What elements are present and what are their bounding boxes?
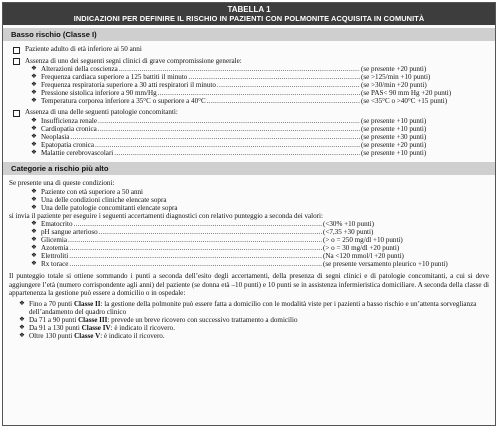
diamond-bullet-icon: ❖ [31,73,37,81]
dot-leader [99,228,322,236]
low-risk-section [3,41,495,157]
diamond-bullet-icon: ❖ [31,195,37,203]
tests-list [9,220,489,269]
class-name: Classe III [78,315,108,324]
diamond-bullet-icon: ❖ [19,324,25,332]
dot-leader [158,89,360,97]
criterion-score: (> o = 30 mg/dl +20 punti) [323,244,400,253]
diamond-bullet-icon: ❖ [31,141,37,149]
criterion-score: (<30% +10 punti) [323,219,374,228]
class-name: Classe IV [81,324,111,333]
tests-intro: si invia il paziente per eseguire i seguenti accertamenti diagnostici con relativo punteggio a seconda dei valori: [9,211,323,220]
table-subtitle: INDICAZIONI PER DEFINIRE IL RISCHIO IN PAZIENTI CON POLMONITE ACQUISITA IN COMUNITÀ [73,14,425,23]
conditions-list [9,188,489,212]
condition-item [31,188,489,196]
criterion-row [31,252,489,260]
criterion-label: Epatopatia cronica [41,141,94,150]
signs-intro: Assenza di uno dei seguenti segni clinici di grave compromissione generale: [13,57,489,66]
diamond-bullet-icon: ❖ [31,116,37,124]
diamond-bullet-icon: ❖ [31,244,37,252]
criterion-row [31,81,489,89]
criterion-label: Temperatura corporea inferiore a 35°C o superiore a 40°C [41,97,206,106]
criterion-label: pH sangue arterioso [41,228,98,236]
class-item [19,324,489,332]
dot-leader [217,81,360,89]
criterion-row [31,73,489,81]
diamond-bullet-icon: ❖ [31,219,37,227]
dot-leader [114,149,360,157]
criterion-label: Frequenza cardiaca superiore a 125 battiti il minuto [41,73,188,82]
criterion-score: (se presente +10 punti) [361,125,427,134]
criterion-label: Elettroliti [41,252,69,261]
dot-leader [207,97,360,105]
dot-leader [188,73,360,81]
criterion-row [31,141,489,149]
diamond-bullet-icon: ❖ [31,125,37,133]
table-header [3,3,495,25]
criterion-row [31,133,489,141]
diamond-bullet-icon: ❖ [31,252,37,260]
criterion-label: Ematocrito [41,219,73,228]
diamond-bullet-icon: ❖ [31,133,37,141]
condition-item [31,204,489,212]
class-prefix: Da 91 a 130 punti [29,324,82,333]
diamond-bullet-icon: ❖ [31,236,37,244]
dot-leader [95,141,360,149]
class-item [19,300,489,316]
dot-leader [68,236,322,244]
diamond-bullet-icon: ❖ [31,89,37,97]
class-description: : la gestione della polmonite può essere fatta a domicilio con le modalità viste per i pazienti a basso rischio e un’attenta sorveglianza dell’andamento del quadro clinico [29,299,477,316]
criterion-row [31,149,489,157]
diamond-bullet-icon: ❖ [31,203,37,211]
criterion-score: (se presente +10 punti) [361,116,427,125]
diamond-bullet-icon: ❖ [31,81,37,89]
diamond-bullet-icon: ❖ [31,149,37,157]
criterion-score: (se presente versamento pleurico +10 punti) [323,260,448,269]
dot-leader [70,133,360,141]
condition-label: Paziente con età superiore a 50 anni [41,187,144,196]
signs-list [9,65,489,105]
square-bullet-icon [13,58,20,65]
criterion-row [31,236,489,244]
condition-label: Una delle patologie concomitanti elencate sopra [41,203,178,212]
diamond-bullet-icon: ❖ [19,299,25,307]
class-name: Classe II [73,299,101,308]
diamond-bullet-icon: ❖ [31,187,37,195]
dot-leader [98,117,360,125]
criterion-label: Insufficienza renale [41,116,97,125]
criterion-row [31,117,489,125]
dot-leader [70,244,322,252]
criterion-row [31,220,489,228]
criterion-score: (se presente +20 punti) [361,141,427,150]
criterion-row [31,260,489,268]
class-text [29,316,298,324]
dot-leader [69,252,322,260]
square-bullet-icon [13,47,20,54]
diamond-bullet-icon: ❖ [31,228,37,235]
class-prefix: Oltre 130 punti [29,332,75,341]
diamond-bullet-icon: ❖ [19,315,25,323]
criterion-row [31,125,489,133]
criterion-score: (> o = 250 mg/dl +10 punti) [323,236,403,245]
high-risk-heading: Categorie a rischio più alto [3,162,495,175]
dot-leader [74,220,322,228]
criterion-score: (se PAS< 90 mm Hg +20 punti) [361,89,452,98]
dot-leader [69,260,322,268]
criterion-score: (Na <120 mmol/l +20 punti) [323,252,404,261]
criterion-label: Rx torace [41,260,69,269]
criterion-label: Glicemia [41,236,67,245]
summary-paragraph: Il punteggio totale si ottiene sommando i punti a seconda dell’esito degli accertamenti, della presenza di segni clinici e di patologie concomitanti, a cui si deve aggiungere l’età (numero corrispondente agli anni) del paziente (se donna età –10 punti) e 10 punti se in assistenza infermieristica domiciliare. A seconda della classe di appartenenza la gestione può essere a domicilio o in ospedale: [9,272,489,297]
criterion-label: Malattie cerebrovascolari [41,149,114,158]
high-risk-section [3,175,495,268]
condition-label: Una delle condizioni cliniche elencate sopra [41,195,167,204]
criterion-score: (se >30/min +20 punti) [361,81,427,90]
criterion-label: Frequenza respiratoria superiore a 30 atti respiratori il minuto [41,81,216,90]
criterion-label: Neoplasia [41,133,70,142]
low-risk-heading: Basso rischio (Classe I) [3,28,495,41]
class-prefix: Da 71 a 90 punti [29,315,79,324]
table-document [2,2,496,426]
class-item [19,332,489,340]
criterion-score: (se presente +30 punti) [361,133,427,142]
square-bullet-icon [13,110,20,117]
class-description: : è indicato il ricovero. [100,332,165,341]
condition-item [31,196,489,204]
diamond-bullet-icon: ❖ [31,260,37,268]
criterion-score: (se presente +20 punti) [361,65,427,73]
dot-leader [98,125,360,133]
criterion-row [31,244,489,252]
criterion-row [31,65,489,73]
criterion-score: (se >125/min +10 punti) [361,73,431,82]
class-item [19,316,489,324]
diamond-bullet-icon: ❖ [31,65,37,72]
criterion-label: Cardiopatia cronica [41,125,97,134]
dot-leader [119,65,360,73]
classes-list [3,297,495,340]
criterion-score: (<7,35 +30 punti) [323,228,374,236]
class-name: Classe V [74,332,101,341]
criterion-label: Azotemia [41,244,69,253]
conditions-intro: Se presente una di queste condizioni: [9,179,115,188]
class-description: : prevede un breve ricovero con successivo trattamento a domicilio [107,315,298,324]
class-text [29,324,175,332]
pathologies-intro: Assenza di una delle seguenti patologie concomitanti: [13,108,489,117]
age-criterion: Paziente adulto di età inferiore ai 50 anni [13,45,489,54]
criterion-row [31,228,489,236]
criterion-label: Alterazioni della coscienza [41,65,118,73]
criterion-row [31,89,489,97]
class-text [29,332,165,340]
diamond-bullet-icon: ❖ [19,332,25,340]
table-title: TABELLA 1 [227,5,271,14]
diamond-bullet-icon: ❖ [31,97,37,105]
criterion-label: Pressione sistolica inferiore a 90 mm/Hg [41,89,157,98]
class-description: : è indicato il ricovero. [110,324,175,333]
pathologies-list [9,117,489,157]
class-text [29,300,489,316]
class-prefix: Fino a 70 punti [29,299,74,308]
criterion-score: (se presente +10 punti) [361,149,427,158]
criterion-row [31,97,489,105]
criterion-score: (se <35°C o >40°C +15 punti) [361,97,448,106]
